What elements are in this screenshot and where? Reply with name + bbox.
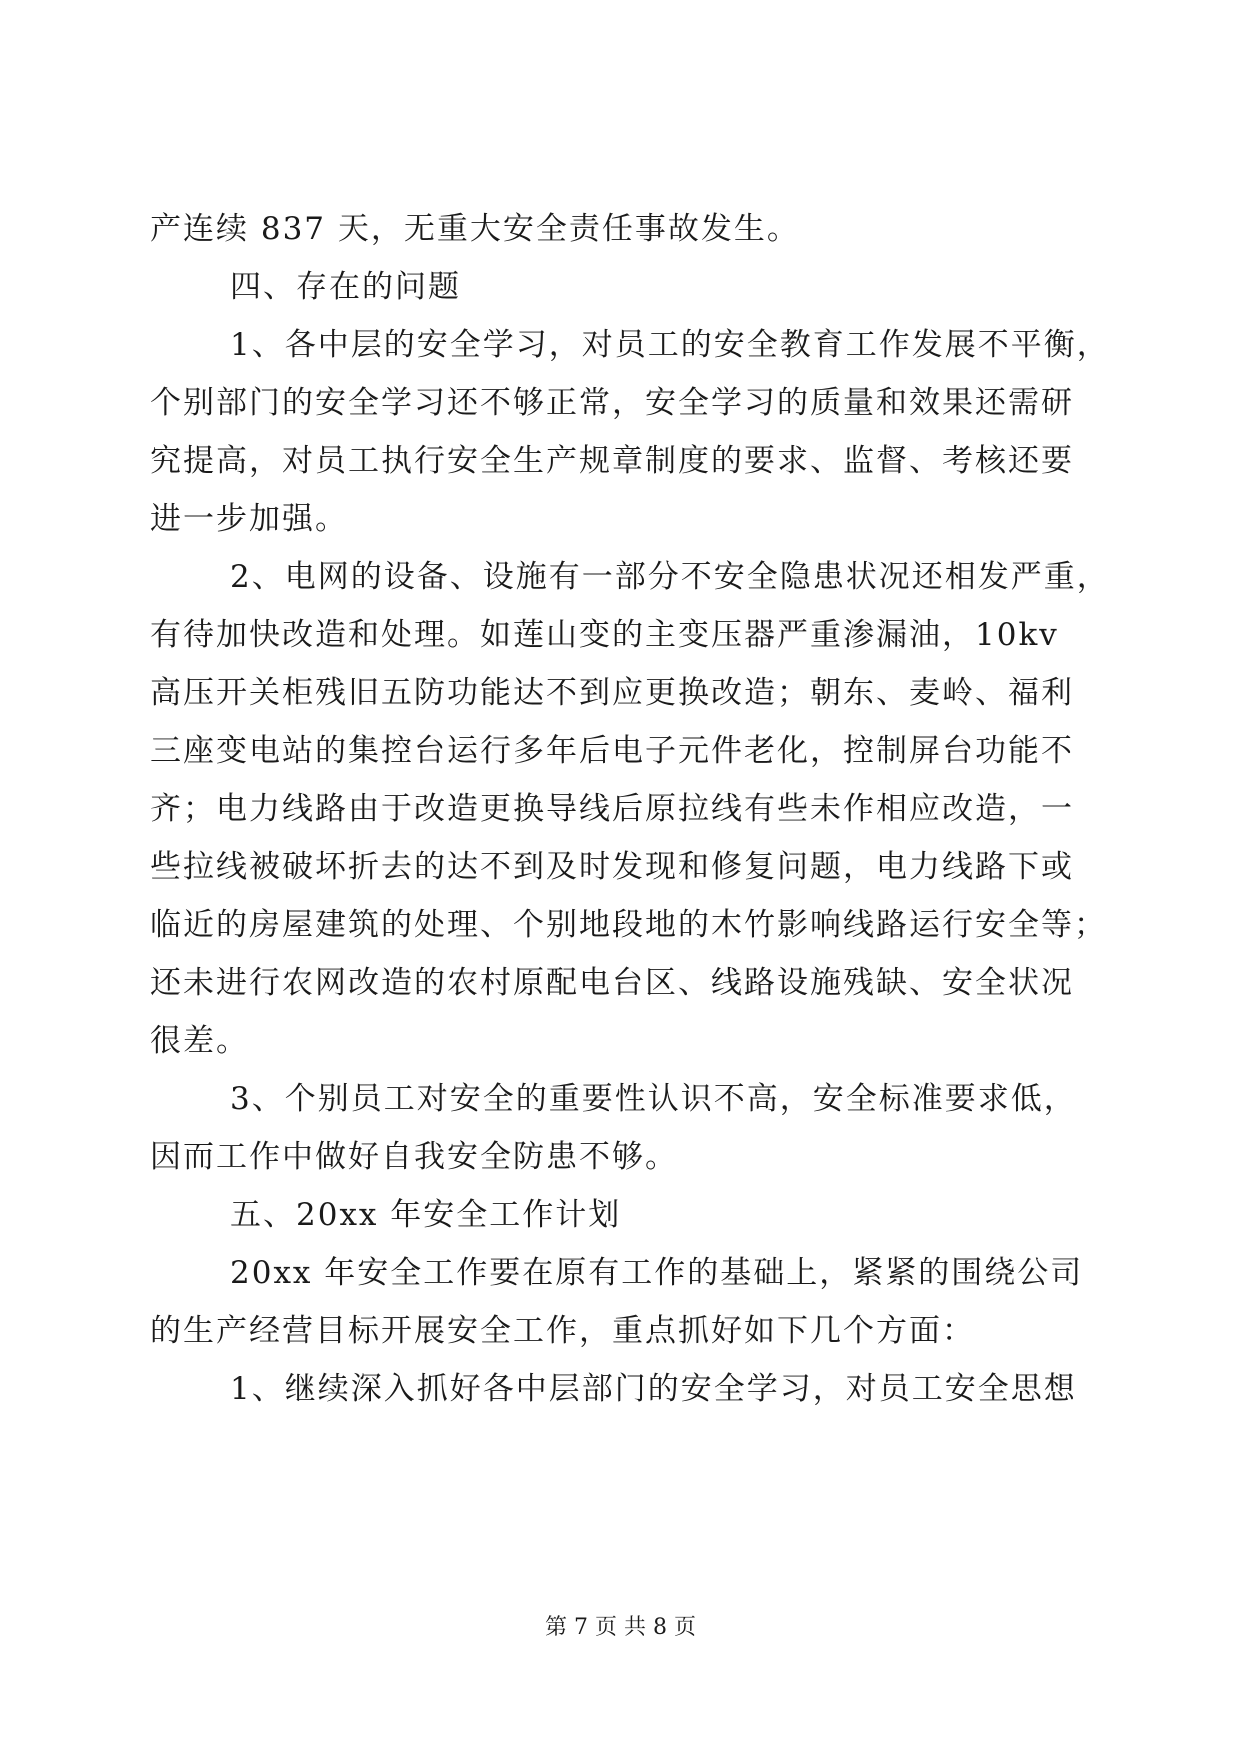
paragraph-line: 有待加快改造和处理。如莲山变的主变压器严重渗漏油，10kv (150, 617, 1059, 653)
paragraph-line: 3、个别员工对安全的重要性认识不高，安全标准要求低， (230, 1081, 1077, 1117)
paragraph-line: 齐；电力线路由于改造更换导线后原拉线有些未作相应改造，一 (150, 791, 1074, 827)
paragraph-line: 1、各中层的安全学习，对员工的安全教育工作发展不平衡， (230, 327, 1110, 363)
paragraph-line: 1、继续深入抓好各中层部门的安全学习，对员工安全思想 (230, 1371, 1077, 1407)
paragraph-line: 高压开关柜残旧五防功能达不到应更换改造；朝东、麦岭、福利 (150, 675, 1074, 711)
paragraph-line: 20xx 年安全工作要在原有工作的基础上，紧紧的围绕公司 (230, 1255, 1084, 1291)
section-heading: 五、20xx 年安全工作计划 (230, 1197, 622, 1233)
paragraph-line: 临近的房屋建筑的处理、个别地段地的木竹影响线路运行安全等； (150, 907, 1107, 943)
paragraph-line: 很差。 (150, 1023, 249, 1059)
paragraph-line: 进一步加强。 (150, 501, 348, 537)
page-number-footer: 第 7 页 共 8 页 (545, 1615, 696, 1640)
section-heading: 四、存在的问题 (230, 269, 461, 305)
paragraph-line: 2、电网的设备、设施有一部分不安全隐患状况还相发严重， (230, 559, 1110, 595)
paragraph-line: 还未进行农网改造的农村原配电台区、线路设施残缺、安全状况 (150, 965, 1074, 1001)
paragraph-line: 些拉线被破坏折去的达不到及时发现和修复问题，电力线路下或 (150, 849, 1074, 885)
paragraph-line: 因而工作中做好自我安全防患不够。 (150, 1139, 678, 1175)
paragraph-line: 的生产经营目标开展安全工作，重点抓好如下几个方面： (150, 1313, 975, 1349)
paragraph-line: 究提高，对员工执行安全生产规章制度的要求、监督、考核还要 (150, 443, 1074, 479)
paragraph-line: 个别部门的安全学习还不够正常，安全学习的质量和效果还需研 (150, 385, 1074, 421)
paragraph-line: 三座变电站的集控台运行多年后电子元件老化，控制屏台功能不 (150, 733, 1074, 769)
paragraph-line: 产连续 837 天，无重大安全责任事故发生。 (150, 211, 800, 247)
